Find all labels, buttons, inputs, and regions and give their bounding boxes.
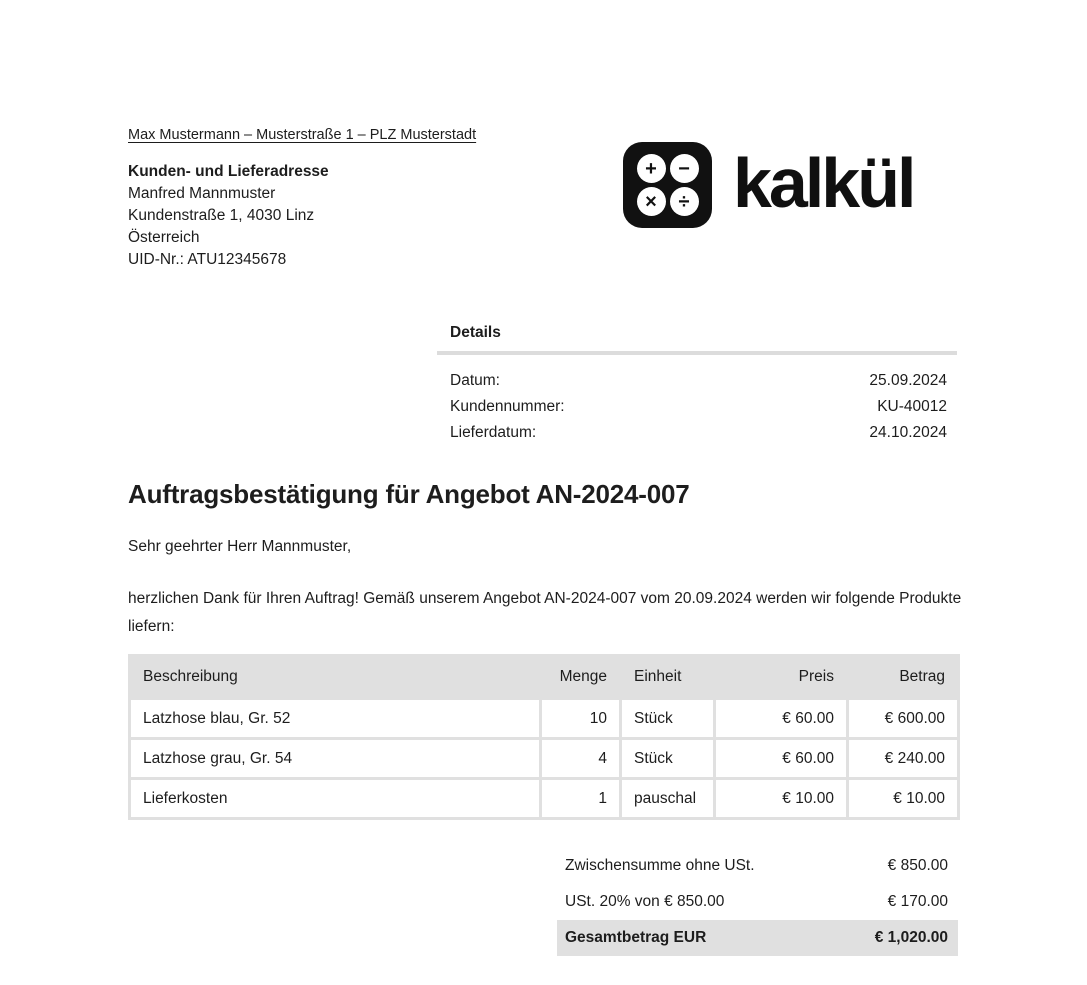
item-amount: € 10.00 (849, 780, 957, 817)
item-description: Latzhose grau, Gr. 54 (131, 740, 539, 777)
vat-row (557, 884, 958, 920)
items-table-header-row (131, 657, 957, 697)
grand-total-row (557, 920, 958, 956)
items-table (128, 654, 960, 820)
brand-wordmark: kalkül (733, 144, 914, 222)
vat-label: USt. 20% von € 850.00 (565, 893, 725, 910)
col-header-amount: Betrag (849, 657, 957, 697)
col-header-price: Preis (716, 657, 846, 697)
recipient-address-block (128, 161, 329, 271)
item-amount: € 600.00 (849, 700, 957, 737)
table-row (131, 700, 957, 737)
col-header-quantity: Menge (542, 657, 619, 697)
recipient-name: Manfred Mannmuster (128, 185, 276, 202)
divide-icon: ÷ (670, 187, 699, 216)
details-row-delivery-date (437, 420, 957, 446)
details-value: 25.09.2024 (869, 372, 947, 389)
vat-value: € 170.00 (887, 893, 948, 910)
col-header-unit: Einheit (622, 657, 713, 697)
item-price: € 60.00 (716, 740, 846, 777)
recipient-street: Kundenstraße 1, 4030 Linz (128, 207, 315, 224)
item-quantity: 1 (542, 780, 619, 817)
totals-section (557, 848, 958, 956)
subtotal-label: Zwischensumme ohne USt. (565, 857, 755, 874)
grand-total-value: € 1,020.00 (874, 929, 948, 946)
item-quantity: 10 (542, 700, 619, 737)
details-heading: Details (450, 324, 501, 341)
details-rows (437, 368, 957, 446)
item-price: € 10.00 (716, 780, 846, 817)
table-row (131, 740, 957, 777)
page-title: Auftragsbestätigung für Angebot AN-2024-007 (128, 479, 690, 509)
table-row (131, 780, 957, 817)
col-header-description: Beschreibung (131, 657, 539, 697)
details-label: Lieferdatum: (450, 424, 537, 441)
details-value: 24.10.2024 (869, 424, 947, 441)
item-unit: Stück (622, 740, 713, 777)
item-price: € 60.00 (716, 700, 846, 737)
details-row-date (437, 368, 957, 394)
item-unit: pauschal (622, 780, 713, 817)
item-quantity: 4 (542, 740, 619, 777)
item-description: Latzhose blau, Gr. 52 (131, 700, 539, 737)
item-amount: € 240.00 (849, 740, 957, 777)
sender-address-line: Max Mustermann – Musterstraße 1 – PLZ Musterstadt (128, 127, 477, 143)
plus-icon: + (637, 154, 666, 183)
recipient-country: Österreich (128, 229, 200, 246)
details-label: Datum: (450, 372, 500, 389)
grand-total-label: Gesamtbetrag EUR (565, 929, 707, 946)
details-row-customer-number (437, 394, 957, 420)
intro-paragraph: herzlichen Dank für Ihren Auftrag! Gemäß unserem Angebot AN-2024-007 vom 20.09.2024 werden wir folgende Produkte liefern: (128, 590, 962, 635)
details-value: KU-40012 (877, 398, 947, 415)
greeting-text: Sehr geehrter Herr Mannmuster, (128, 538, 352, 555)
subtotal-row (557, 848, 958, 884)
details-divider (437, 351, 957, 355)
calculator-logo-icon (623, 142, 712, 228)
item-unit: Stück (622, 700, 713, 737)
recipient-heading: Kunden- und Lieferadresse (128, 163, 329, 180)
details-panel (437, 324, 957, 446)
recipient-uid: UID-Nr.: ATU12345678 (128, 251, 287, 268)
details-label: Kundennummer: (450, 398, 565, 415)
minus-icon: − (670, 154, 699, 183)
subtotal-value: € 850.00 (887, 857, 948, 874)
multiply-icon: × (637, 187, 666, 216)
item-description: Lieferkosten (131, 780, 539, 817)
